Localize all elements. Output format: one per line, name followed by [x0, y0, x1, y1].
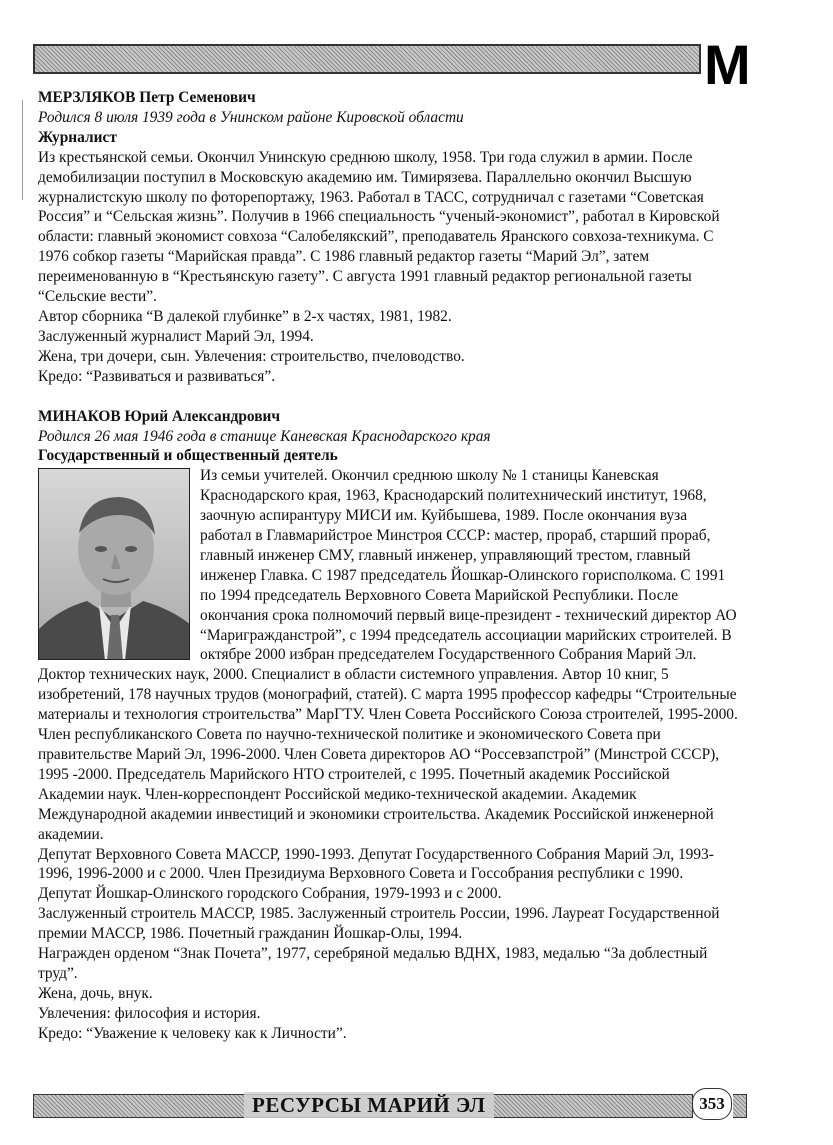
entry-paragraph: Доктор технических наук, 2000. Специалист в области системного управления. Автор 10 книг, 5 изобретений, 178 научных трудов (монографий, статей). С марта 1995 профессор кафедры “Строительные материалы и технология строительства” МарГТУ. Член Совета Российского Союза строителей, 1995-2000. Член республиканского Совета по научно-технической политике и экономического Совета при правительстве Марий Эл, 1996-2000. Член Совета директоров АО “Россевзапстрой” (Минстрой СССР), 1995 -2000. Председатель Марийского НТО строителей, с 1995. Почетный академик Российской Академии наук. Член-корреспондент Российской медико-технической академии. Академик Международной академии инвестиций и экономики строительства. Академик Российской инженерной академии. [38, 666, 738, 843]
entry-paragraph: Увлечения: философия и история. [38, 1004, 261, 1022]
footer-title: РЕСУРСЫ МАРИЙ ЭЛ [244, 1092, 494, 1118]
entry-paragraph: Депутат Верховного Совета МАССР, 1990-1993. Депутат Государственного Собрания Марий Эл, 1993-1996, 1996-2000 и с 2000. Член Президиума Верховного Совета и Госсобрания республики с 1990. Депутат Йошкар-Олинского городского Собрания, 1979-1993 и с 2000. [38, 845, 714, 903]
entry-paragraph: Из крестьянской семьи. Окончил Унинскую среднюю школу, 1958. Три года служил в армии. После демобилизации поступил в Московскую академию им. Тимирязева. Параллельно окончил Высшую журналистскую школу по фоторепортажу, 1963. Работал в ТАСС, сотрудничал с газетами “Советская Россия” и “Сельская жизнь”. Получив в 1966 специальность “ученый-экономист”, работал в Кировской области: главный экономист совхоза “Салобелякский”, преподаватель Яранского совхоза-техникума. С 1976 собкор газеты “Марийская правда”. С 1986 главный редактор газеты “Марий Эл”, затем переименованную в “Крестьянскую газету”. С августа 1991 главный редактор региональной газеты “Сельские вести”. [38, 148, 720, 306]
entry-paragraph: Кредо: “Уважение к человеку как к Личности”. [38, 1024, 347, 1042]
entry-name: МЕРЗЛЯКОВ Петр Семенович [38, 89, 256, 106]
footer-band-tail [733, 1094, 747, 1118]
entry-profession: Государственный и общественный деятель [38, 447, 338, 465]
entry-paragraph: Кредо: “Развиваться и развиваться”. [38, 367, 276, 385]
entry-paragraph: Жена, дочь, внук. [38, 984, 153, 1002]
portrait-photo [38, 468, 190, 660]
portrait-illustration [39, 469, 190, 660]
section-letter: М [704, 33, 751, 96]
margin-line [22, 100, 23, 200]
entry-paragraph: Жена, три дочери, сын. Увлечения: строительство, пчеловодство. [38, 347, 465, 365]
footer-decorative-band [33, 1094, 693, 1118]
entry-birth: Родился 26 мая 1946 года в станице Каневская Краснодарского края [38, 427, 491, 445]
entry-paragraph: Из семьи учителей. Окончил среднюю школу № 1 станицы Каневская Краснодарского края, 1963, Краснодарский политехнический институт, 1968, заочную аспирантуру МИСИ им. Куйбышева, 1989. После окончания вуза работал в Главмарийстрое Минстроя СССР: мастер, прораб, старший прораб, главный инженер СМУ, главный инженер, управляющий трестом, главный инженер Главка. С 1987 председатель Йошкар-Олинского горисполкома. С 1991 по 1994 председатель Верховного Совета Марийской Республики. После окончания срока полномочий первый вице-президент - технический директор АО “Маригражданстрой”, с 1994 председатель ассоциации марийских строителей. В октябре 2000 избран председателем Государственного Собрания Марий Эл. [200, 467, 737, 664]
entry-paragraph: Заслуженный журналист Марий Эл, 1994. [38, 327, 314, 345]
entry-minakov [38, 407, 738, 1044]
entry-paragraph: Автор сборника “В далекой глубинке” в 2-х частях, 1981, 1982. [38, 307, 452, 325]
entry-paragraph: Награжден орденом “Знак Почета”, 1977, серебряной медалью ВДНХ, 1983, медалью “За доблестный труд”. [38, 945, 708, 982]
page-number: 353 [692, 1088, 732, 1120]
entry-paragraph: Заслуженный строитель МАССР, 1985. Заслуженный строитель России, 1996. Лауреат Государственной премии МАССР, 1986. Почетный гражданин Йошкар-Олы, 1994. [38, 905, 720, 943]
entry-name: МИНАКОВ Юрий Александрович [38, 407, 281, 425]
entry-profession: Журналист [38, 128, 117, 146]
header-decorative-band [33, 44, 701, 74]
entry-birth: Родился 8 июля 1939 года в Унинском районе Кировской области [38, 108, 464, 126]
entry-merzlyakov [38, 88, 738, 387]
page-content [38, 88, 738, 1044]
